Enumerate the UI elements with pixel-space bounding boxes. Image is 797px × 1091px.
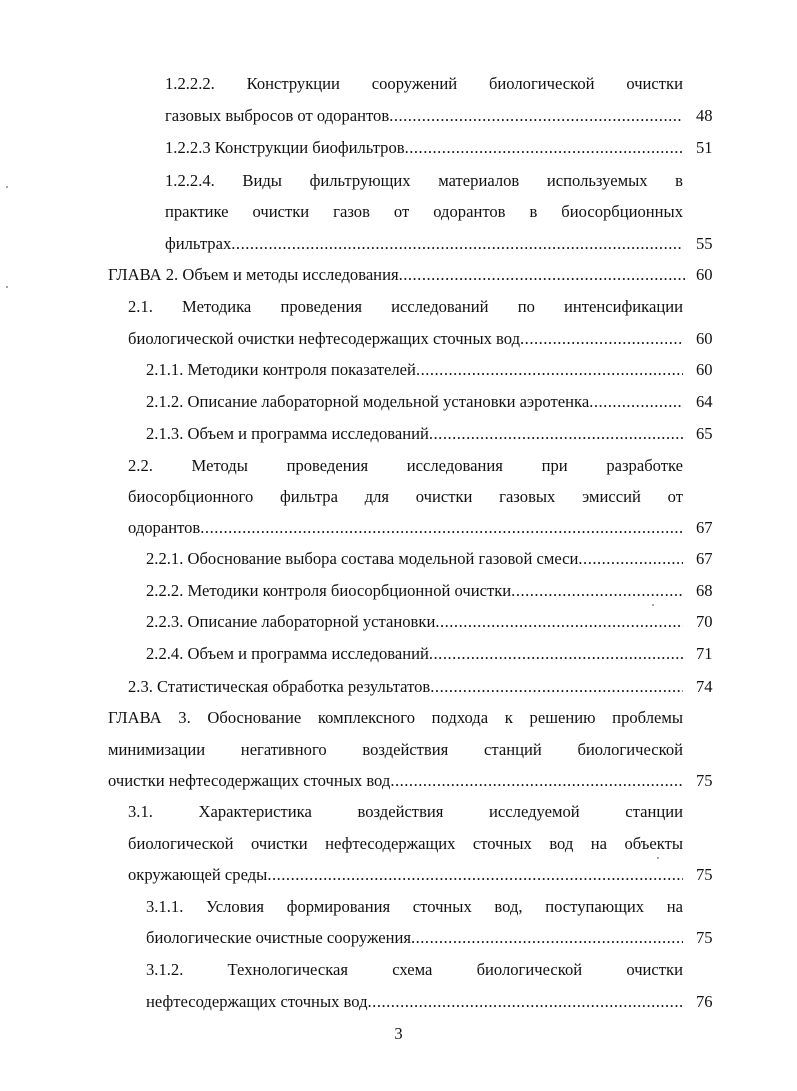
toc-line-leader	[146, 612, 683, 632]
toc-line-leader	[128, 518, 683, 538]
toc-entry-text: 2.1.3. Объем и программа исследований	[146, 424, 429, 443]
dot-leader	[430, 677, 683, 697]
toc-line-leader	[146, 424, 683, 444]
chapter-heading: ГЛАВА 3. Обоснование комплексного подхода к решению проблемы	[108, 708, 683, 727]
toc-page-number: 51	[696, 138, 713, 157]
toc-entry-text: 2.1.2. Описание лабораторной модельной установки аэротенка	[146, 392, 590, 411]
toc-page-number: 67	[696, 518, 713, 537]
toc-line-leader	[128, 329, 683, 349]
toc-line: биосорбционного фильтра для очистки газовых эмиссий от	[128, 487, 683, 506]
toc-entry-text: биологические очистные сооружения	[146, 928, 411, 947]
dot-leader	[368, 992, 683, 1012]
toc-entry-text: одорантов	[128, 518, 201, 537]
toc-page-number: 75	[696, 771, 713, 790]
toc-entry-text: 2.2.3. Описание лабораторной установки	[146, 612, 436, 631]
toc-line-leader	[128, 865, 683, 885]
toc-entry-text: 2.1.1. Методики контроля показателей	[146, 360, 416, 379]
dot-leader	[390, 771, 683, 791]
toc-line: биологической очистки нефтесодержащих сточных вод на объекты	[128, 834, 683, 853]
scan-speck	[6, 286, 8, 288]
chapter-heading: ГЛАВА 2. Объем и методы исследования	[108, 265, 399, 284]
dot-leader	[267, 865, 683, 885]
page-number: 3	[394, 1024, 403, 1043]
toc-line-leader	[146, 644, 683, 664]
scan-speck	[6, 186, 8, 188]
toc-page-number: 74	[696, 677, 713, 696]
toc-page-number: 75	[696, 928, 713, 947]
toc-line: практике очистки газов от одорантов в биосорбционных	[165, 202, 683, 221]
toc-page-number: 71	[696, 644, 713, 663]
dot-leader	[589, 392, 683, 412]
toc-line-leader	[146, 360, 683, 380]
toc-entry-text: 2.3. Статистическая обработка результатов	[128, 677, 431, 696]
toc-line-leader	[165, 234, 683, 254]
toc-entry-text: 1.2.2.3 Конструкции биофильтров	[165, 138, 405, 157]
dot-leader	[435, 612, 683, 632]
dot-leader	[399, 265, 688, 285]
dot-leader	[429, 644, 683, 664]
toc-line-leader	[108, 771, 683, 791]
toc-entry-text: нефтесодержащих сточных вод	[146, 992, 368, 1011]
dot-leader	[200, 518, 683, 538]
dot-leader	[231, 234, 683, 254]
toc-entry-text: фильтрах	[165, 234, 232, 253]
toc-line: 1.2.2.2. Конструкции сооружений биологической очистки	[165, 74, 683, 93]
dot-leader	[416, 360, 683, 380]
toc-page-number: 70	[696, 612, 713, 631]
toc-line-leader	[165, 106, 683, 126]
toc-page-number: 65	[696, 424, 713, 443]
toc-line-leader	[128, 677, 683, 697]
toc-entry-text: биологической очистки нефтесодержащих сточных вод	[128, 329, 521, 348]
toc-entry-text: газовых выбросов от одорантов	[165, 106, 390, 125]
toc-entry-text: 2.2.4. Объем и программа исследований	[146, 644, 429, 663]
toc-page-number: 60	[696, 265, 713, 284]
toc-page-number: 76	[696, 992, 713, 1011]
toc-entry-text: окружающей среды	[128, 865, 268, 884]
toc-line-leader	[146, 928, 683, 948]
toc-line-leader	[146, 549, 683, 569]
scan-speck	[652, 604, 654, 606]
dot-leader	[411, 928, 683, 948]
toc-line: 2.1. Методика проведения исследований по интенсификации	[128, 297, 683, 316]
toc-page-number: 67	[696, 549, 713, 568]
toc-page-number: 64	[696, 392, 713, 411]
dot-leader	[405, 138, 683, 158]
toc-line-leader	[108, 265, 688, 285]
dot-leader	[578, 549, 683, 569]
toc-line-leader	[146, 581, 683, 601]
dot-leader	[520, 329, 683, 349]
dot-leader	[429, 424, 683, 444]
toc-line: 2.2. Методы проведения исследования при разработке	[128, 456, 683, 475]
toc-entry-text: 2.2.2. Методики контроля биосорбционной очистки	[146, 581, 512, 600]
toc-page-number: 68	[696, 581, 713, 600]
toc-line: 3.1.2. Технологическая схема биологической очистки	[146, 960, 683, 979]
toc-line-leader	[165, 138, 683, 158]
toc-entry-text: очистки нефтесодержащих сточных вод	[108, 771, 391, 790]
toc-page-number: 55	[696, 234, 713, 253]
toc-page-number: 48	[696, 106, 713, 125]
toc-line-leader	[146, 392, 683, 412]
scan-speck	[657, 857, 659, 859]
toc-line: 1.2.2.4. Виды фильтрующих материалов используемых в	[165, 171, 683, 190]
toc-line: минимизации негативного воздействия станций биологической	[108, 740, 683, 759]
toc-line: 3.1.1. Условия формирования сточных вод, поступающих на	[146, 897, 683, 916]
toc-line-leader	[146, 992, 683, 1012]
dot-leader	[511, 581, 683, 601]
toc-entry-text: 2.2.1. Обоснование выбора состава модельной газовой смеси	[146, 549, 579, 568]
dot-leader	[389, 106, 683, 126]
toc-page-number: 60	[696, 329, 713, 348]
toc-page-number: 60	[696, 360, 713, 379]
toc-page-number: 75	[696, 865, 713, 884]
toc-line: 3.1. Характеристика воздействия исследуемой станции	[128, 802, 683, 821]
